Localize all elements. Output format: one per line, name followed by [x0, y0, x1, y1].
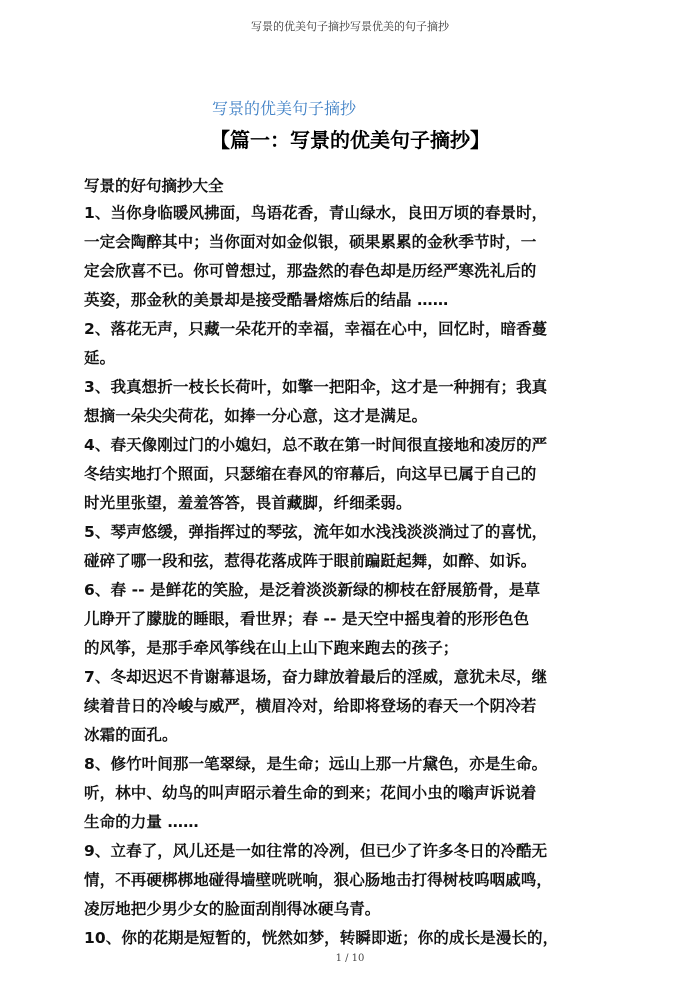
text-line: 碰碎了哪一段和弦，惹得花落成阵于眼前蹁跹起舞，如醉、如诉。: [84, 552, 537, 570]
text-line: 续着昔日的冷峻与威严，横眉冷对，给即将登场的春天一个阴冷若: [84, 697, 537, 715]
chapter-title: 【篇一：写景的优美句子摘抄】: [210, 128, 490, 152]
running-header: 写景的优美句子摘抄写景优美的句子摘抄: [251, 20, 449, 33]
text-line: 1、当你身临暖风拂面，鸟语花香，青山绿水，良田万顷的春景时，: [84, 204, 548, 222]
text-line: 情，不再硬梆梆地碰得墙壁咣咣响，狠心肠地击打得树枝呜咽戚鸣，: [84, 871, 553, 889]
text-line: 3、我真想折一枝长长荷叶，如擎一把阳伞，这才是一种拥有；我真: [84, 378, 548, 396]
text-line: 定会欣喜不已。你可曾想过，那盎然的春色却是历经严寒洗礼后的: [84, 262, 537, 280]
text-line: 10、你的花期是短暂的，恍然如梦，转瞬即逝；你的成长是漫长的，: [84, 929, 559, 947]
text-line: 时光里张望，羞羞答答，畏首藏脚，纤细柔弱。: [84, 494, 412, 512]
text-line: 冬结实地打个照面，只瑟缩在春风的帘幕后，向这早已属于自己的: [84, 465, 537, 483]
text-line: 延。: [84, 349, 116, 367]
text-line: 听，林中、幼鸟的叫声昭示着生命的到来；花间小虫的嗡声诉说着: [84, 784, 537, 802]
document-title: 写景的优美句子摘抄: [212, 99, 357, 118]
text-line: 9、立春了，风儿还是一如往常的冷冽，但已少了许多冬日的冷酷无: [84, 842, 548, 860]
text-line: 冰霜的面孔。: [84, 726, 178, 744]
text-line: 4、春天像刚过门的小媳妇，总不敢在第一时间很直接地和凌厉的严: [84, 436, 548, 454]
text-line: 一定会陶醉其中；当你面对如金似银，硕果累累的金秋季节时，一: [84, 233, 537, 251]
text-line: 想摘一朵尖尖荷花，如捧一分心意，这才是满足。: [84, 407, 428, 425]
page-number: 1 / 10: [335, 953, 365, 964]
document-body: [84, 176, 604, 957]
text-line: 5、琴声悠缓，弹指挥过的琴弦，流年如水浅浅淡淡淌过了的喜忧，: [84, 523, 548, 541]
text-line: 凌厉地把少男少女的脸面刮削得冰硬乌青。: [84, 900, 381, 918]
text-line: 2、落花无声，只藏一朵花开的幸福，幸福在心中，回忆时，暗香蔓: [84, 320, 548, 338]
text-line: 6、春 -- 是鲜花的笑脸，是泛着淡淡新绿的柳枝在舒展筋骨，是草: [84, 581, 541, 599]
text-line: 英姿，那金秋的美景却是接受酷暑熔炼后的结晶 ……: [84, 291, 449, 309]
text-line: 儿睁开了朦胧的睡眼，看世界；春 -- 是天空中摇曳着的形形色色: [84, 610, 530, 628]
section-heading: 写景的好句摘抄大全: [84, 177, 224, 195]
text-line: 的风筝，是那手牵风筝线在山上山下跑来跑去的孩子；: [84, 639, 459, 657]
text-line: 8、修竹叶间那一笔翠绿，是生命；远山上那一片黛色，亦是生命。: [84, 755, 548, 773]
text-line: 7、冬却迟迟不肯谢幕退场，奋力肆放着最后的淫威，意犹未尽，继: [84, 668, 548, 686]
text-line: 生命的力量 ……: [84, 813, 199, 831]
